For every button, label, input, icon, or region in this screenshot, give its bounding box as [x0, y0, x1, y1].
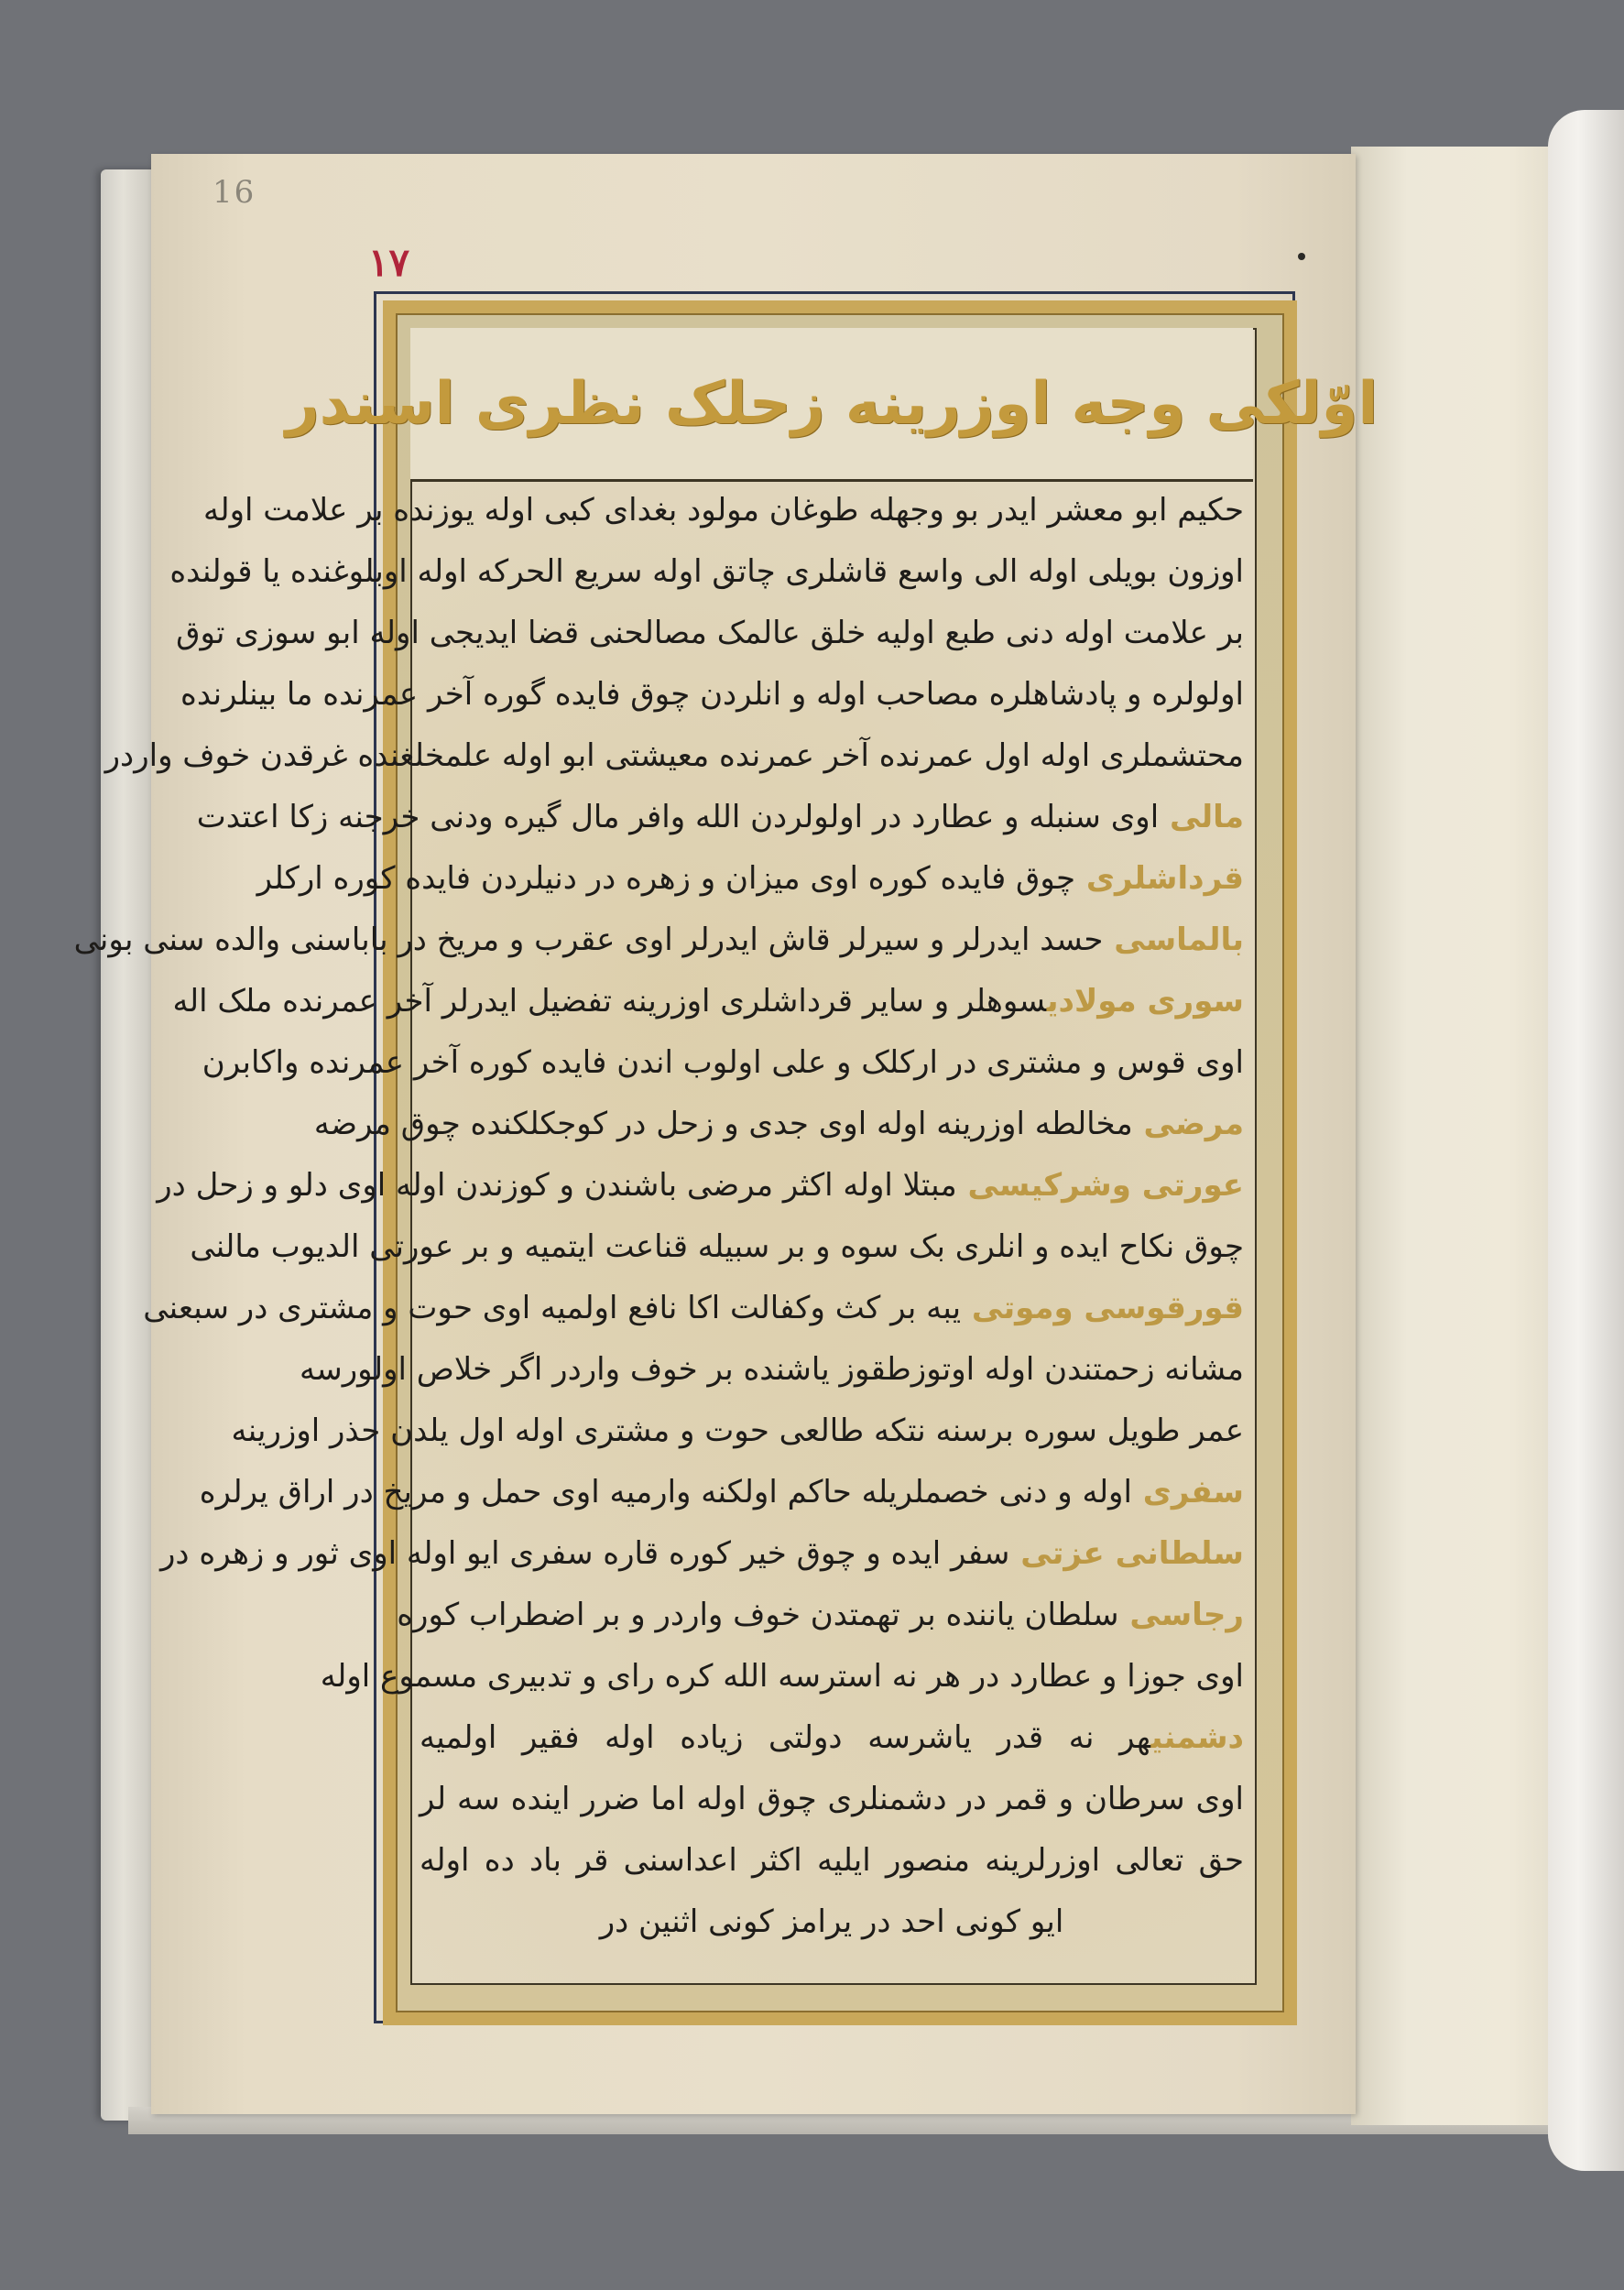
text-segment: حکیم ابو معشر ایدر بو وجهله طوغان مولود بغدای کبی اوله یوزنده بر علامت اوله	[203, 492, 1244, 529]
text-segment: حسد ایدرلر و سیرلر قاش ایدرلر اوی عقرب و مریخ در باباسنی والده سنی بونی	[73, 921, 1104, 958]
text-line	[202, 1038, 1244, 1088]
rubric-word: دشمنی	[1150, 1719, 1244, 1756]
text-segment: چوق فایده کوره اوی میزان و زهره در دنیلردن فایده کوره ارکلر	[256, 860, 1076, 897]
text-line	[199, 1467, 1244, 1518]
text-line	[196, 792, 1244, 843]
text-segment: ایو کونی احد در یرامز کونی اثنین در	[599, 1903, 1064, 1940]
text-segment: مشانه زحمتندن اوله اوتوزطقوز یاشنده بر خوف واردر اگر خلاص اولورسه	[300, 1351, 1244, 1388]
text-line	[180, 670, 1244, 720]
text-line	[176, 608, 1244, 659]
folio-number: 16	[213, 174, 256, 211]
text-line	[420, 1836, 1244, 1886]
heading-title: اوّلکی وجه اوزرینه زحلک نظری اسندر	[285, 369, 1379, 438]
text-segment: هر نه قدر یاشرسه دولتی زیاده اوله فقیر اولمیه	[420, 1719, 1151, 1756]
text-segment: حق تعالی اوزرلرینه منصور ایلیه اکثر اعداسنی قر باد ده اوله	[420, 1842, 1244, 1879]
text-segment: سوهلر و سایر قرداشلری اوزرینه تفضیل ایدرلر آخر عمرنده ملک اله	[172, 983, 1047, 1020]
text-segment: اوی سنبله و عطارد در اولولردن الله وافر مال گیره ودنی خرجنه زکا اعتدت	[196, 799, 1160, 835]
rubric-word: سوری مولادی	[1046, 983, 1244, 1020]
text-segment: محتشملری اوله اول عمرنده آخر عمرنده معیشتی ابو اوله علمخلغنده غرقدن خوف واردر	[104, 737, 1244, 774]
folio-number-red: ١٧	[368, 240, 410, 285]
facing-page	[1351, 147, 1575, 2125]
text-line	[397, 1590, 1244, 1641]
text-line	[231, 1406, 1244, 1456]
text-segment: مبتلا اوله اکثر مرضی باشندن و کوزندن اوله اوی دلو و زحل در	[157, 1167, 957, 1204]
text-segment: اولولره و پادشاهلره مصاحب اوله و انلردن چوق فایده گوره آخر عمرنده ما بینلرنده	[180, 676, 1244, 713]
text-line	[203, 485, 1244, 536]
text-line	[160, 1529, 1244, 1579]
text-line	[420, 1774, 1244, 1825]
rubric-word: مالی	[1159, 799, 1244, 835]
text-segment: اوی سرطان و قمر در دشمنلری چوق اوله اما ضرر اینده سه لر	[420, 1781, 1244, 1817]
text-line	[420, 1897, 1244, 1947]
text-line	[320, 1652, 1244, 1702]
text-line	[104, 731, 1244, 781]
text-line	[300, 1345, 1244, 1395]
rubric-word: قرداشلری	[1075, 860, 1244, 897]
text-line	[172, 976, 1244, 1027]
text-line	[256, 854, 1244, 904]
page-curl	[1548, 110, 1624, 2171]
rubric-word: قورقوسی وموتی	[961, 1290, 1244, 1326]
rubric-word: رجاسی	[1118, 1597, 1244, 1633]
rubric-word: بالماسی	[1103, 921, 1244, 958]
ink-dot	[1298, 253, 1305, 260]
text-segment: اوزون بویلی اوله الی واسع قاشلری چاتق اوله سریع الحرکه اوله اوبلوغنده یا قولنده	[169, 553, 1244, 590]
rubric-word: عورتی وشرکیسی	[956, 1167, 1244, 1204]
text-segment: چوق نکاح ایده و انلری بک سوه و بر سبیله قناعت ایتمیه و بر عورتی الدیوب مالنی	[190, 1228, 1244, 1265]
text-segment: بر علامت اوله دنی طبع اولیه خلق عالمک مصالحنی قضا ایدیجی اوله ابو سوزی توق	[176, 615, 1244, 651]
text-segment: سفر ایده و چوق خیر کوره قاره سفری ایو اوله اوی ثور و زهره در	[160, 1535, 1010, 1572]
text-line	[73, 915, 1244, 965]
text-segment: اوی قوس و مشتری در ارکلک و علی اولوب اندن فایده کوره آخر عمرنده واکابرن	[202, 1044, 1244, 1081]
text-segment: اوله و دنی خصملریله حاکم اولکنه وارمیه اوی حمل و مریخ در اراق یرلره	[199, 1474, 1132, 1510]
text-segment: مخالطه اوزرینه اوله اوی جدی و زحل در کوجکلکنده چوق مرضه	[313, 1106, 1133, 1142]
text-segment: یبه بر کث وکفالت اکا نافع اولمیه اوی حوت و مشتری در سبعنی	[143, 1290, 962, 1326]
text-body	[73, 485, 1244, 1969]
text-segment: اوی جوزا و عطارد در هر نه استرسه الله کره رای و تدبیری مسموع اوله	[320, 1658, 1244, 1695]
text-line	[420, 1713, 1244, 1763]
rubric-word: مرضی	[1132, 1106, 1244, 1142]
rubric-word: سلطانی عزتی	[1009, 1535, 1244, 1572]
text-segment: عمر طویل سوره برسنه نتکه طالعی حوت و مشتری اوله اول یلدن حذر اوزرینه	[231, 1412, 1244, 1449]
text-segment: سلطان یاننده بر تهمتدن خوف واردر و بر اضطراب کوره	[397, 1597, 1119, 1633]
text-line	[157, 1161, 1244, 1211]
text-line	[190, 1222, 1244, 1272]
text-line	[313, 1099, 1244, 1150]
text-line	[169, 547, 1244, 597]
heading-panel	[285, 328, 1379, 482]
rubric-word: سفری	[1131, 1474, 1244, 1510]
text-line	[143, 1283, 1244, 1334]
